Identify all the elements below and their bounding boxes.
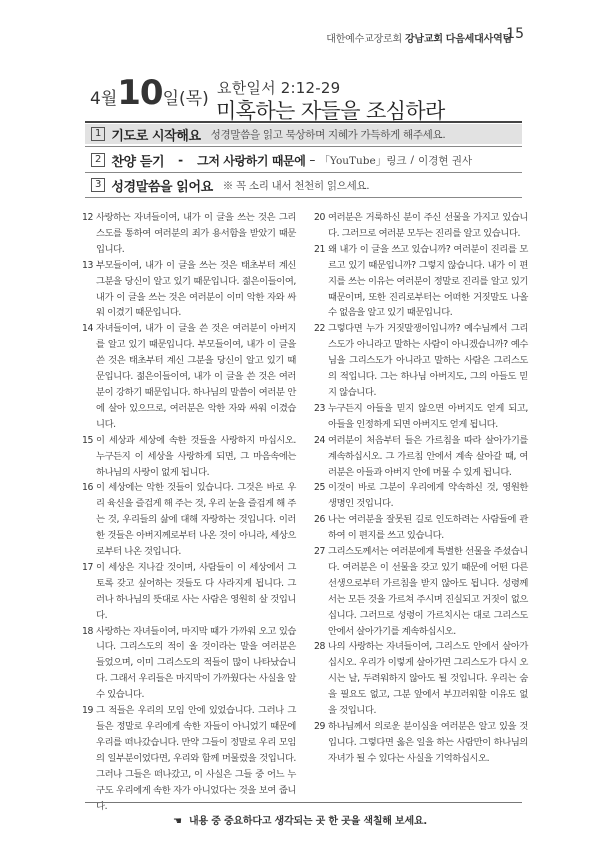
page-title: 미혹하는 자들을 조심하라 <box>216 99 445 123</box>
date-month-unit: 월 <box>100 89 118 109</box>
step-reading <box>85 175 522 195</box>
scripture-reference: 요한일서 2:12-29 <box>217 79 341 97</box>
verses-area <box>82 210 528 814</box>
footer-text: 내용 중 중요하다고 생각되는 곳 한 곳을 색칠해 보세요. <box>189 816 428 827</box>
song-dash: – <box>309 153 316 167</box>
step-number: 2 <box>91 153 105 167</box>
verse-text: 이 세상에는 악한 것들이 있습니다. 그것은 바로 우리 육신을 즐겁게 해 주는 것, 우리 눈을 즐겁게 해 주는 것, 우리들의 삶에 대해 자랑하는 것입니다. 이러한 것들은 아버지께로부터 나온 것이 아니라, 세상으로부터 나온 것입니다. <box>96 482 296 558</box>
youtube-link[interactable]: 「YouTube」링크 <box>319 154 407 167</box>
verse-number: 20 <box>314 212 326 223</box>
verse <box>82 258 296 322</box>
step-song <box>85 150 522 170</box>
page-header <box>326 30 512 45</box>
date-day: 10 <box>117 73 163 113</box>
verse-text: 이 세상은 지나갈 것이며, 사람들이 이 세상에서 그토록 갖고 싶어하는 것들도 다 사라지게 됩니다. 그러나 하나님의 뜻대로 사는 사람은 영원히 살 것입니다. <box>96 561 296 621</box>
verse-number: 24 <box>314 434 326 446</box>
header-team: 다음세대사역팀 <box>445 34 512 45</box>
verse <box>314 480 528 512</box>
verse-number: 25 <box>314 482 326 494</box>
verse-text: 사랑하는 자녀들이여, 내가 이 글을 쓰는 것은 그리스도를 통하여 여러분의 죄가 용서함을 받았기 때문입니다. <box>96 212 296 255</box>
pointing-hand-icon: ☚ <box>172 816 182 827</box>
verse <box>82 624 296 704</box>
verse-number: 29 <box>314 721 326 732</box>
verse-number: 28 <box>314 641 326 653</box>
verse <box>82 480 296 560</box>
verse <box>82 560 296 624</box>
verse <box>314 242 528 322</box>
date-weekday: (목) <box>179 89 209 109</box>
verse-text: 나의 사랑하는 자녀들이여, 그리스도 안에서 살아가십시오. 우리가 이렇게 살아가면 그리스도가 다시 오시는 날, 두려워하지 않아도 될 것입니다. 우리는 숨을 필요도 없고, 그분 앞에서 부끄러워할 이유도 없을 것입니다. <box>328 641 528 717</box>
verse-text: 하나님께서 의로운 분이심을 여러분은 알고 있을 것입니다. 그렇다면 옳은 일을 하는 사람만이 하나님의 자녀가 될 수 있다는 사실을 기억하십시오. <box>328 721 528 764</box>
song-title: 그저 사랑하기 때문에 <box>197 153 306 168</box>
verse <box>314 321 528 401</box>
verse-text: 여러분이 처음부터 들은 가르침을 따라 살아가기를 계속하십시오. 그 가르침 안에서 계속 살아갈 때, 여러분은 아들과 아버지 안에 머물 수 있게 됩니다. <box>328 434 528 478</box>
date-month: 4 <box>90 89 101 109</box>
verse <box>82 321 296 432</box>
verses-right-column <box>314 210 528 814</box>
step-number: 3 <box>91 178 105 192</box>
verse-text: 사랑하는 자녀들이여, 마지막 때가 가까워 오고 있습니다. 그리스도의 적이 올 것이라는 말을 여러분은 들었으며, 이미 그리스도의 적들이 많이 나타났습니다. 그래서 우리들은 마지막이 가까웠다는 사실을 알 수 있습니다. <box>96 625 296 701</box>
step-number: 1 <box>91 127 105 141</box>
verse-number: 23 <box>314 402 326 414</box>
verse-number: 15 <box>82 434 94 446</box>
verse <box>82 703 296 814</box>
verse-text: 여러분은 거룩하신 분이 주신 선물을 가지고 있습니다. 그러므로 여러분 모두는 진리를 알고 있습니다. <box>328 212 528 239</box>
verse-text: 그리스도께서는 여러분에게 특별한 선물을 주셨습니다. 여러분은 이 선물을 갖고 있기 때문에 어떤 다른 선생으로부터 가르침을 받지 않아도 됩니다. 성령께서는 모든 것을 가르쳐 주시며 진실되고 거짓이 없으십니다. 그러므로 성령이 가르치시는 대로 그리스도 안에서 살아가기를 계속하십시오. <box>328 546 528 637</box>
verse-number: 17 <box>82 561 94 573</box>
row-divider <box>85 172 522 173</box>
verse-number: 21 <box>314 243 326 255</box>
song-artist: 이경현 권사 <box>418 154 473 167</box>
step-label: 찬양 듣기 <box>111 154 165 170</box>
verse <box>82 210 296 258</box>
step-description: 성경말씀을 읽고 묵상하며 지혜가 가득하게 해주세요. <box>210 128 446 141</box>
verse-number: 22 <box>314 323 326 335</box>
verse-text: 그렇다면 누가 거짓말쟁이입니까? 예수님께서 그리스도가 아니라고 말하는 사람이 아니겠습니까? 예수님을 그리스도가 아니라고 말하는 사람은 그리스도의 적입니다. 그는 하나님 아버지도, 그의 아들도 믿지 않습니다. <box>328 323 528 398</box>
verse <box>314 639 528 719</box>
verse-text: 누구든지 아들을 믿지 않으면 아버지도 얻게 되고, 아들을 인정하게 되면 아버지도 얻게 됩니다. <box>328 402 528 430</box>
verse <box>82 433 296 481</box>
page-number: 15 <box>506 26 524 42</box>
song-slash: / <box>410 154 415 166</box>
verse-number: 18 <box>82 625 94 637</box>
verse-number: 13 <box>82 259 94 271</box>
verse-text: 부모들이여, 내가 이 글을 쓰는 것은 태초부터 계신 그분을 당신이 알고 있기 때문입니다. 젊은이들이여, 내가 이 글을 쓰는 것은 여러분이 이미 악한 자와 싸워 이겼기 때문입니다. <box>96 259 296 319</box>
verse-text: 왜 내가 이 글을 쓰고 있습니까? 여러분이 진리를 모르고 있기 때문입니까? 그렇지 않습니다. 내가 이 편지를 쓰는 이유는 여러분이 정말로 진리를 알고 있기 때문이며, 또한 진리로부터는 어떠한 거짓말도 나올 수 없음을 알고 있기 때문입니다. <box>328 243 528 319</box>
verse <box>314 544 528 639</box>
verse-text: 이 세상과 세상에 속한 것들을 사랑하지 마십시오. 누구든지 이 세상을 사랑하게 되면, 그 마음속에는 하나님의 사랑이 없게 됩니다. <box>96 434 296 478</box>
verse-number: 12 <box>82 212 94 223</box>
verse-number: 26 <box>314 514 326 526</box>
verse-number: 19 <box>82 705 94 717</box>
bottom-divider <box>85 802 522 803</box>
verse-number: 16 <box>82 482 94 494</box>
verse <box>314 433 528 481</box>
step-separator: - <box>178 153 184 167</box>
step-prayer <box>85 124 522 144</box>
verse <box>314 512 528 544</box>
step-label: 성경말씀을 읽어요 <box>111 179 213 195</box>
verse-text: 이것이 바로 그분이 우리에게 약속하신 것, 영원한 생명인 것입니다. <box>328 482 528 510</box>
verse <box>314 719 528 767</box>
verse <box>314 401 528 433</box>
row-divider <box>85 146 522 147</box>
date-day-unit: 일 <box>162 89 180 109</box>
title-divider <box>85 121 522 123</box>
step-label: 기도로 시작해요 <box>111 128 201 144</box>
verse-number: 14 <box>82 323 94 335</box>
header-org: 대한예수교장로회 <box>326 34 402 45</box>
verse <box>314 210 528 242</box>
verse-text: 나는 여러분을 잘못된 길로 인도하려는 사람들에 관하여 이 편지를 쓰고 있습니다. <box>328 514 528 542</box>
step-description: ※ 꼭 소리 내서 천천히 읽으세요. <box>222 179 370 192</box>
footer-note <box>0 812 600 827</box>
header-church: 강남교회 <box>404 34 443 45</box>
verses-left-column <box>82 210 296 814</box>
verse-text: 그 적들은 우리의 모임 안에 있었습니다. 그러나 그들은 정말로 우리에게 속한 자들이 아니었기 때문에 우리를 떠나갔습니다. 만약 그들이 정말로 우리 모임의 일부분이었다면, 우리와 함께 머물렀을 것입니다. 그러나 그들은 떠나갔고, 이 사실은 그들 중 어느 누구도 우리에게 속한 자가 아니었다는 것을 보여 줍니다. <box>96 705 296 812</box>
verse-text: 자녀들이여, 내가 이 글을 쓴 것은 여러분이 아버지를 알고 있기 때문입니다. 부모들이여, 내가 이 글을 쓴 것은 태초부터 계신 그분을 당신이 알고 있기 때문입니다. 젊은이들이여, 내가 이 글을 쓴 것은 여러분이 강하기 때문입니다. 하나님의 말씀이 여러분 안에 살아 있으므로, 여러분은 악한 자와 싸워 이겼습니다. <box>96 323 296 430</box>
verse-number: 27 <box>314 546 326 558</box>
row-divider <box>85 197 522 198</box>
date-block <box>90 73 209 113</box>
